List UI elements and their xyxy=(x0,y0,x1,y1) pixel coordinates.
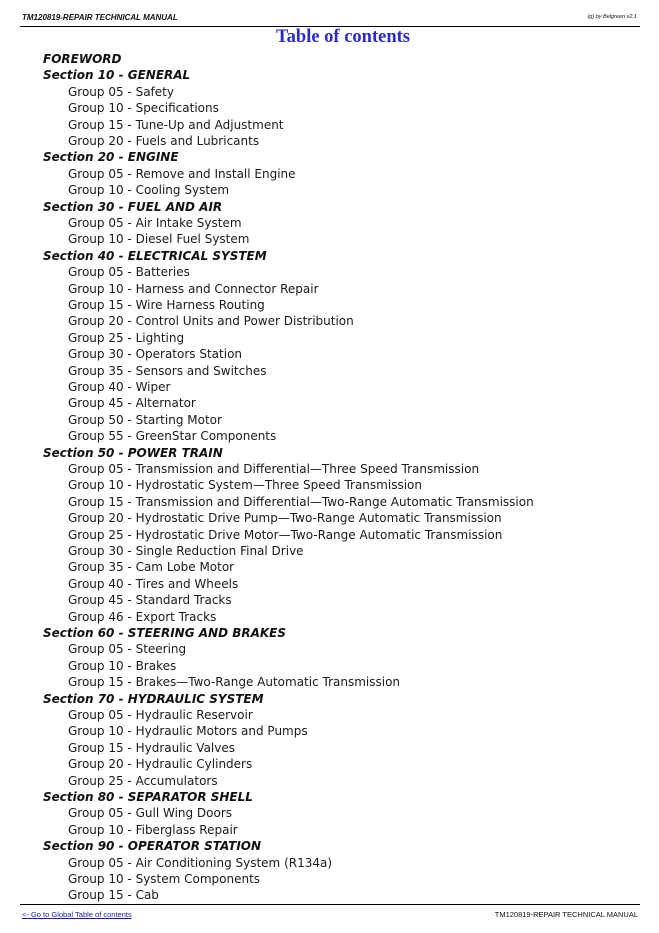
toc-section-link[interactable]: Section 80 - SEPARATOR SHELL xyxy=(43,790,253,804)
toc-section-link[interactable]: FOREWORD xyxy=(43,52,122,66)
toc-group-link[interactable]: Group 46 - Export Tracks xyxy=(68,609,217,624)
credit-text: (g) by Belgreen v2.1 xyxy=(587,14,637,20)
toc-group-link[interactable]: Group 30 - Operators Station xyxy=(68,347,243,362)
toc-group-link[interactable]: Group 10 - Specifications xyxy=(68,101,219,116)
toc-group-link[interactable]: Group 05 - Remove and Install Engine xyxy=(68,166,296,181)
toc-group-link[interactable]: Group 20 - Control Units and Power Distribution xyxy=(68,314,354,329)
toc-group-link[interactable]: Group 15 - Wire Harness Routing xyxy=(68,298,265,312)
page-header xyxy=(20,11,640,27)
toc-group-link[interactable]: Group 45 - Standard Tracks xyxy=(68,593,232,608)
toc-section-link[interactable]: Section 60 - STEERING AND BRAKES xyxy=(43,626,287,640)
page-title: Table of contents xyxy=(276,27,410,47)
toc-group-link[interactable]: Group 05 - Transmission and Differential—Three Speed Transmission xyxy=(68,462,480,476)
toc-group-link[interactable]: Group 05 - Hydraulic Reservoir xyxy=(68,708,253,722)
toc-group-link[interactable]: Group 40 - Tires and Wheels xyxy=(68,576,239,591)
toc-section-link[interactable]: Section 10 - GENERAL xyxy=(43,68,191,83)
toc-section-link[interactable]: Section 50 - POWER TRAIN xyxy=(43,445,223,460)
toc-group-link[interactable]: Group 10 - Diesel Fuel System xyxy=(68,232,250,247)
toc-group-link[interactable]: Group 05 - Batteries xyxy=(68,265,190,280)
toc-group-link[interactable]: Group 15 - Hydraulic Valves xyxy=(68,740,235,755)
toc-group-link[interactable]: Group 25 - Hydrostatic Drive Motor—Two-Range Automatic Transmission xyxy=(68,527,503,542)
toc-group-link[interactable]: Group 20 - Hydrostatic Drive Pump—Two-Range Automatic Transmission xyxy=(68,511,502,526)
toc-group-link[interactable]: Group 05 - Steering xyxy=(68,642,187,657)
toc-group-link[interactable]: Group 15 - Tune-Up and Adjustment xyxy=(68,117,284,132)
toc-group-link[interactable]: Group 45 - Alternator xyxy=(68,396,196,411)
toc-section-link[interactable]: Section 70 - HYDRAULIC SYSTEM xyxy=(43,691,264,706)
toc-group-link[interactable]: Group 05 - Air Intake System xyxy=(68,216,242,230)
toc-section-link[interactable]: Section 90 - OPERATOR STATION xyxy=(43,839,262,854)
toc-group-link[interactable]: Group 25 - Accumulators xyxy=(68,773,218,788)
toc-group-link[interactable]: Group 10 - Hydrostatic System—Three Speed Transmission xyxy=(68,478,422,493)
toc-group-link[interactable]: Group 30 - Single Reduction Final Drive xyxy=(68,544,304,558)
footer-manual-title: TM120819-REPAIR TECHNICAL MANUAL xyxy=(494,910,638,919)
toc-group-link[interactable]: Group 55 - GreenStar Components xyxy=(68,429,277,444)
toc-group-link[interactable]: Group 35 - Sensors and Switches xyxy=(68,363,267,378)
manual-title: TM120819-REPAIR TECHNICAL MANUAL xyxy=(22,13,178,22)
toc-group-link[interactable]: Group 15 - Brakes—Two-Range Automatic Transmission xyxy=(68,675,401,690)
toc-group-link[interactable]: Group 10 - Harness and Connector Repair xyxy=(68,281,319,296)
toc-section-link[interactable]: Section 40 - ELECTRICAL SYSTEM xyxy=(43,248,267,263)
toc-section-link[interactable]: Section 20 - ENGINE xyxy=(43,150,179,165)
toc-group-link[interactable]: Group 10 - Fiberglass Repair xyxy=(68,822,238,837)
toc-group-link[interactable]: Group 20 - Hydraulic Cylinders xyxy=(68,757,253,772)
toc-list xyxy=(0,51,659,903)
toc-group-link[interactable]: Group 20 - Fuels and Lubricants xyxy=(68,134,260,148)
toc-group-link[interactable]: Group 10 - Hydraulic Motors and Pumps xyxy=(68,724,308,739)
toc-group-link[interactable]: Group 50 - Starting Motor xyxy=(68,412,222,427)
toc-group-link[interactable]: Group 15 - Cab xyxy=(68,888,159,903)
toc-group-link[interactable]: Group 10 - Cooling System xyxy=(68,183,230,198)
toc-group-link[interactable]: Group 35 - Cam Lobe Motor xyxy=(68,560,235,575)
toc-group-link[interactable]: Group 05 - Gull Wing Doors xyxy=(68,806,233,821)
toc-group-link[interactable]: Group 10 - System Components xyxy=(68,872,261,886)
page-footer xyxy=(20,904,640,920)
toc-group-link[interactable]: Group 25 - Lighting xyxy=(68,330,185,345)
toc-group-link[interactable]: Group 40 - Wiper xyxy=(68,380,171,394)
toc-section-link[interactable]: Section 30 - FUEL AND AIR xyxy=(43,199,223,214)
toc-group-link[interactable]: Group 10 - Brakes xyxy=(68,658,177,673)
toc-group-link[interactable]: Group 05 - Air Conditioning System (R134a) xyxy=(68,855,333,870)
global-toc-link[interactable]: <- Go to Global Table of contents xyxy=(22,910,132,919)
toc-group-link[interactable]: Group 05 - Safety xyxy=(68,84,174,99)
toc-group-link[interactable]: Group 15 - Transmission and Differential—Two-Range Automatic Transmission xyxy=(68,494,534,509)
